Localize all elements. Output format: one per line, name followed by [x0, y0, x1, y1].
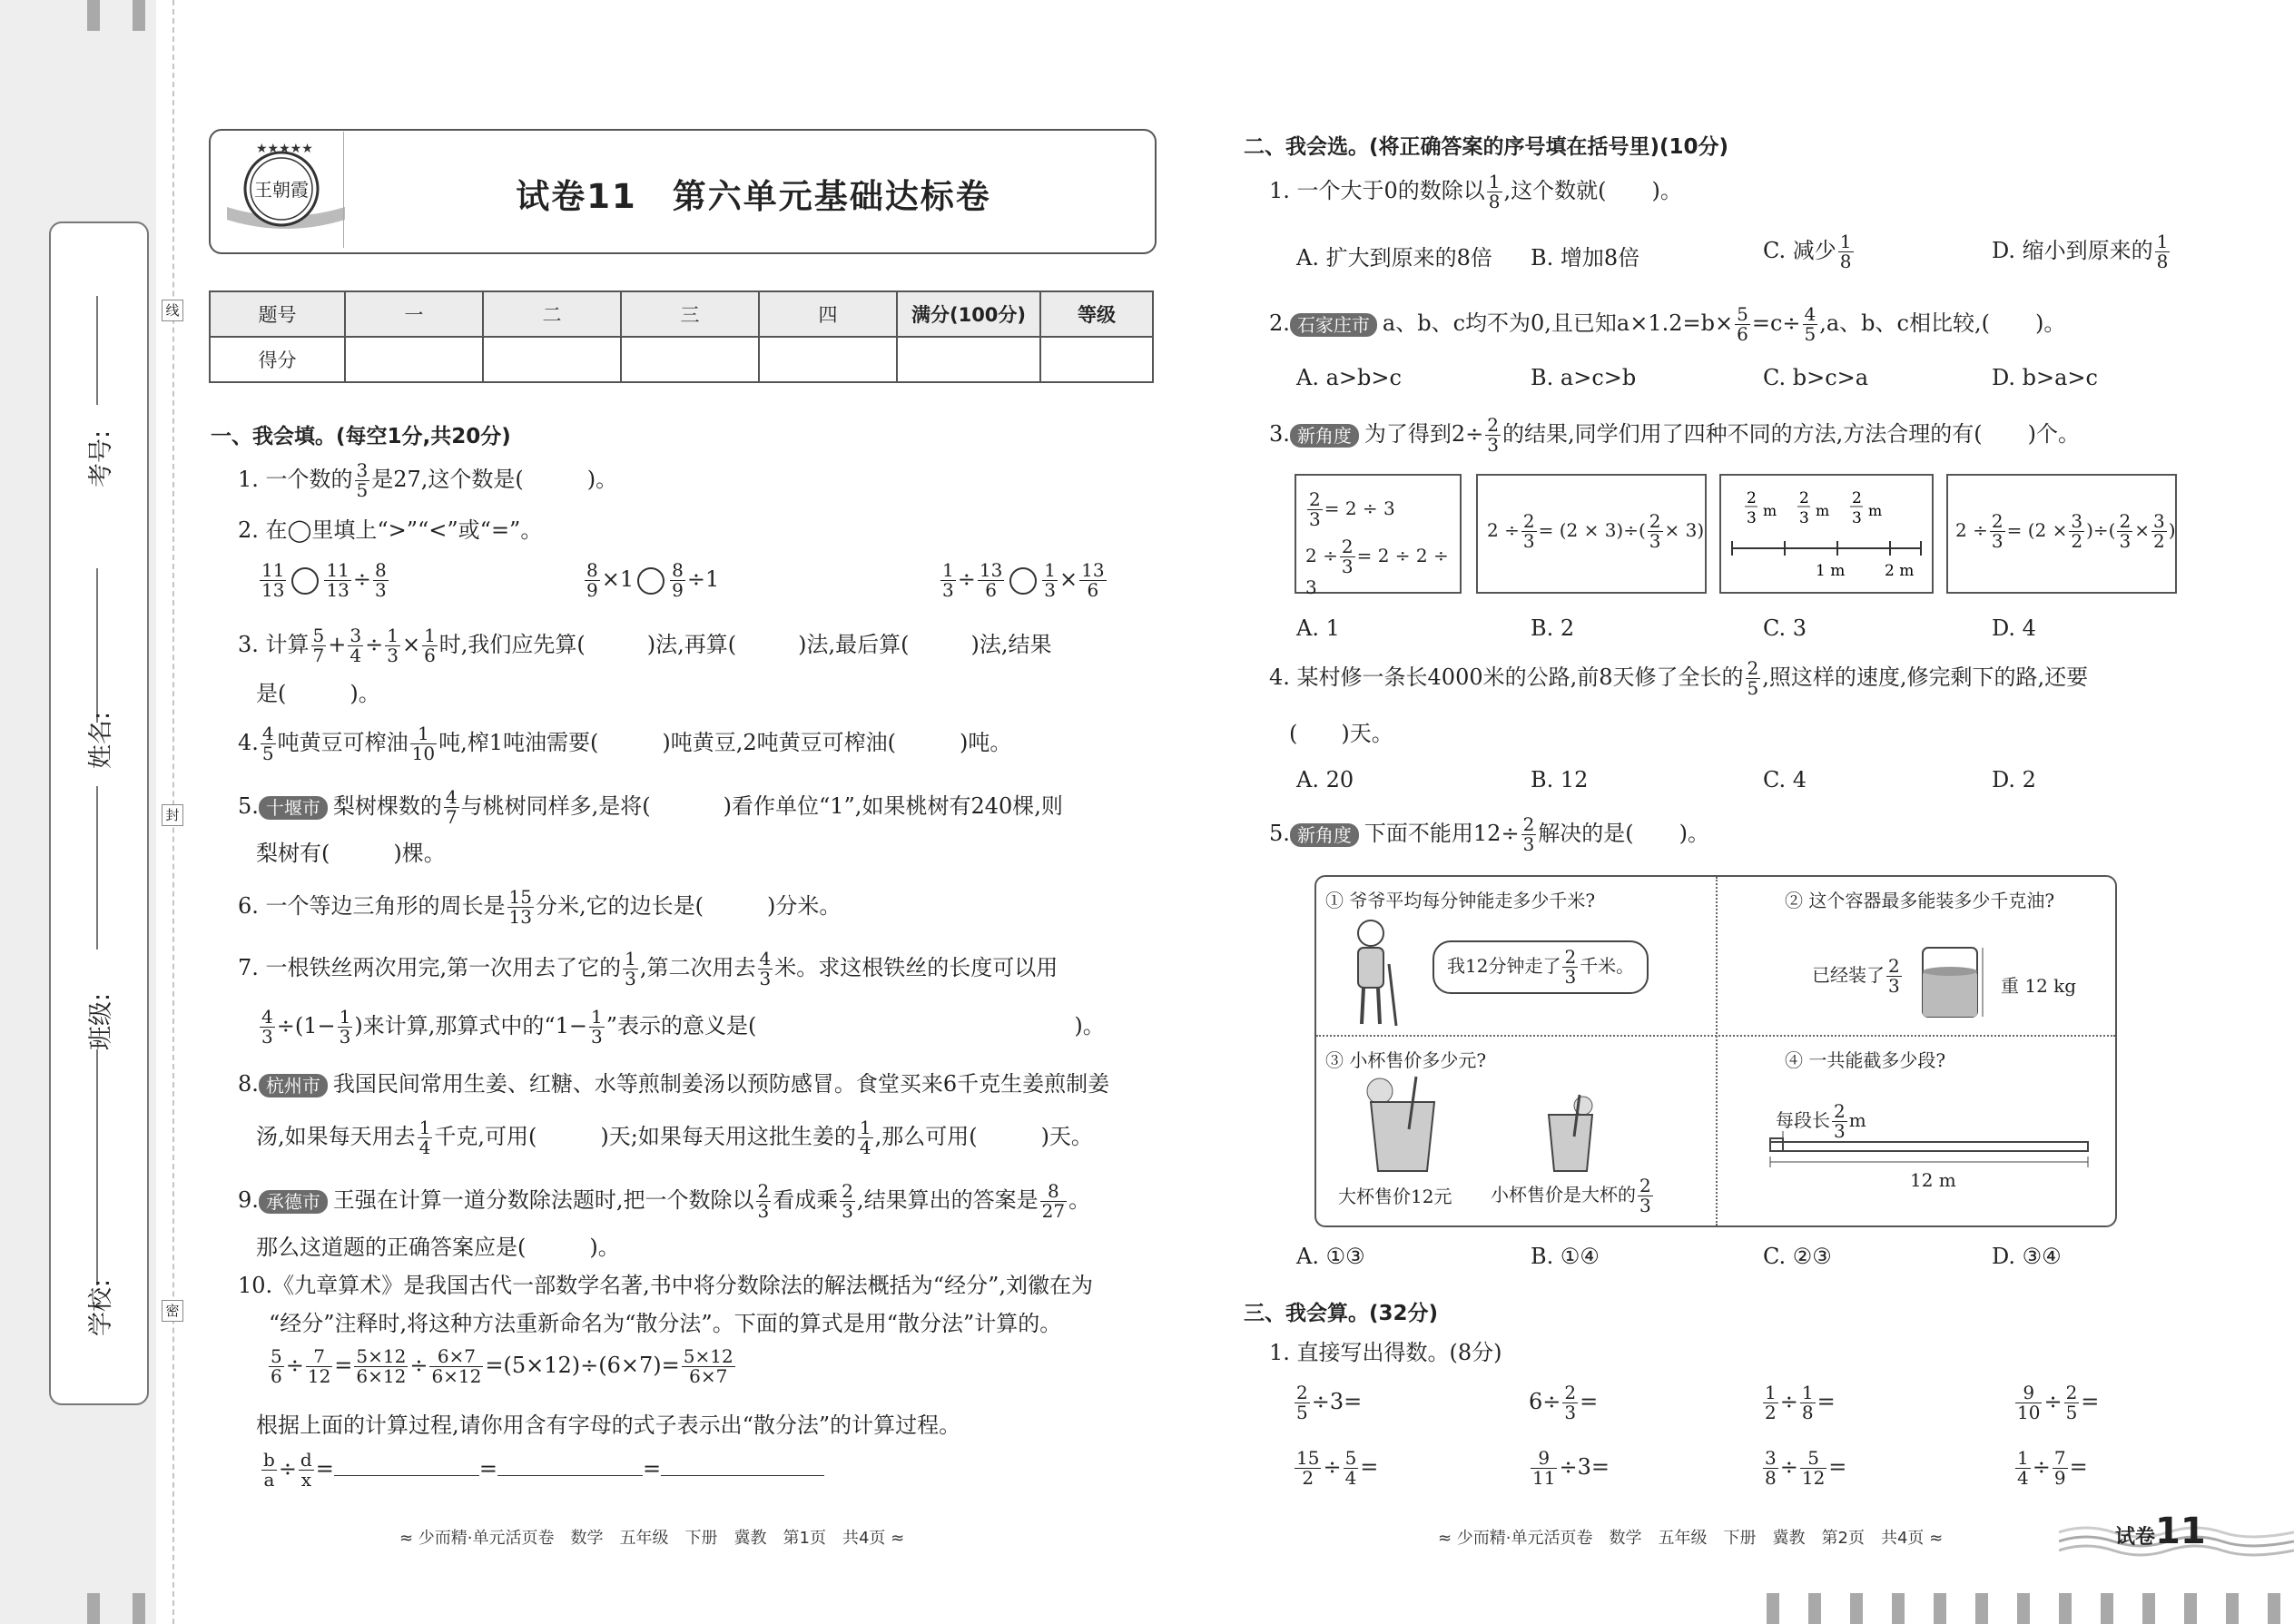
region-tag: 新角度	[1290, 823, 1359, 847]
s1-question-3: 3. 计算 $\frac{5}{7}$ + $\frac{3}{4}$ ÷ $\frac{1}{3}$ × $\frac{1}{6}$ 时,我们应先算( )法,再算( )法,最后算( )法,结果	[238, 625, 1052, 666]
score-header-cell: 三	[621, 291, 759, 337]
s2-q3-option-b[interactable]: B. 2	[1531, 615, 1575, 641]
svg-text:3: 3	[1799, 509, 1809, 527]
s2-q4-option-a[interactable]: A. 20	[1296, 767, 1354, 792]
s2-q2-option-c[interactable]: C. b>c>a	[1763, 365, 1869, 390]
binding-tick	[133, 1593, 145, 1624]
binding-tick	[2142, 1593, 2155, 1624]
s2-q1-option-c[interactable]: C. 减少 $\frac{1}{8}$	[1763, 231, 1852, 272]
s1-q10-expression: $\frac{5}{6}$ ÷ $\frac{7}{12}$ = $\frac{5\times 12}{6\times 12}$ ÷ $\frac{6\times 7}{6\times 12}$ =(5×12)÷(6×7)= $\frac{5\times 12}{6\times 7}$	[271, 1345, 733, 1387]
class-line	[96, 786, 98, 950]
s1-question-1: 1. 一个数的 $\frac{3}{5}$ 是27,这个数是( )。	[238, 459, 618, 501]
s2-q4-option-d[interactable]: D. 2	[1992, 767, 2036, 792]
s2-q5-option-d[interactable]: D. ③④	[1992, 1244, 2062, 1269]
svg-text:2: 2	[1852, 489, 1862, 507]
score-header-row	[210, 291, 1153, 337]
number-line-diagram	[1721, 476, 1932, 592]
binding-tick	[1892, 1593, 1905, 1624]
region-tag: 石家庄市	[1290, 313, 1377, 337]
svg-text:2: 2	[1799, 489, 1809, 507]
school-label: 学校:	[87, 1278, 116, 1337]
s1-q2-expr-1: $\frac{11}{13}$ $\frac{11}{13}$ ÷ $\frac{8}{3}$	[261, 559, 387, 601]
class-label: 班级:	[87, 992, 116, 1051]
s3-subtitle: 1. 直接写出得数。(8分)	[1269, 1340, 1502, 1365]
calc-item[interactable]: $\frac{9}{11}$ ÷3=	[1532, 1447, 1610, 1489]
s1-q2-expr-3: $\frac{1}{3}$ ÷ $\frac{13}{6}$ $\frac{1}{3}$ × $\frac{13}{6}$	[942, 559, 1105, 601]
large-cup-illustration	[1362, 1075, 1443, 1175]
cell-2-title: ② 这个容器最多能装多少千克油?	[1785, 890, 2055, 911]
s2-question-1: 1. 一个大于0的数除以 $\frac{1}{8}$ ,这个数就( )。	[1269, 171, 1682, 212]
answer-blank[interactable]	[497, 1475, 643, 1476]
s1-question-4: 4. $\frac{4}{5}$ 吨黄豆可榨油 $\frac{1}{10}$ 吨,榨1吨油需要( )吨黄豆,2吨黄豆可榨油( )吨。	[238, 723, 1012, 764]
binding-tick	[2184, 1593, 2197, 1624]
s2-q3-method-a: $\frac{2}{3}$ = 2 ÷ 3 2 ÷ $\frac{2}{3}$ = 2 ÷ 2 ÷ 3	[1295, 474, 1462, 594]
region-tag: 杭州市	[259, 1074, 328, 1097]
svg-text:m: m	[1816, 502, 1830, 519]
score-header-cell: 二	[483, 291, 621, 337]
s1-question-8: 8. 杭州市 我国民间常用生姜、红糖、水等煎制姜汤以预防感冒。食堂买来6千克生姜煎制姜	[238, 1071, 1110, 1097]
cell-3-title: ③ 小杯售价多少元?	[1325, 1049, 1487, 1071]
s2-question-2: 2. 石家庄市 a、b、c均不为0,且已知a×1.2=b× $\frac{5}{6}$ =c÷ $\frac{4}{5}$ ,a、b、c相比较,( )。	[1269, 303, 2066, 345]
score-table	[209, 290, 1154, 383]
binding-tick	[2226, 1593, 2239, 1624]
s1-question-10-line2: “经分”注释时,将这种方法重新命名为“散分法”。下面的算式是用“散分法”计算的。	[269, 1311, 1062, 1336]
binding-tick	[87, 0, 100, 31]
score-cell[interactable]	[897, 337, 1040, 382]
calc-item[interactable]: $\frac{2}{5}$ ÷3=	[1296, 1382, 1363, 1423]
small-cup-price: 小杯售价是大杯的 $\frac{2}{3}$	[1491, 1175, 1651, 1216]
s2-q3-option-a[interactable]: A. 1	[1296, 615, 1340, 641]
s2-q5-option-b[interactable]: B. ①④	[1531, 1244, 1600, 1269]
binding-tick	[133, 0, 145, 31]
svg-text:王朝霞: 王朝霞	[254, 179, 309, 201]
publisher-logo	[225, 136, 347, 241]
score-header-cell: 四	[759, 291, 897, 337]
s2-q5-option-a[interactable]: A. ①③	[1296, 1244, 1365, 1269]
score-row-label: 得分	[210, 337, 345, 382]
name-line	[96, 568, 98, 723]
rope-length: 12 m	[1910, 1169, 1956, 1191]
binding-tick	[87, 1593, 100, 1624]
binding-tick	[1808, 1593, 1821, 1624]
s1-question-10: 10.《九章算术》是我国古代一部数学名著,书中将分数除法的解法概括为“经分”,刘徽在为	[238, 1273, 1093, 1298]
s2-q3-option-d[interactable]: D. 4	[1992, 615, 2036, 641]
name-label: 姓名:	[87, 711, 116, 770]
calc-item[interactable]: $\frac{15}{2}$ ÷ $\frac{5}{4}$ =	[1296, 1447, 1379, 1489]
school-line	[96, 1049, 98, 1285]
q5-illustration-grid	[1314, 875, 2117, 1227]
binding-tick	[2059, 1593, 2072, 1624]
score-row	[210, 337, 1153, 382]
s2-question-3: 3. 新角度 为了得到2÷ $\frac{2}{3}$ 的结果,同学们用了四种不同的方法,方法合理的有( )个。	[1269, 414, 2081, 456]
binding-tick	[1934, 1593, 1946, 1624]
s2-q1-option-b[interactable]: B. 增加8倍	[1531, 245, 1640, 271]
score-cell[interactable]	[759, 337, 897, 382]
s2-q2-option-d[interactable]: D. b>a>c	[1992, 365, 2098, 390]
page-title: 试卷11 第六单元基础达标卷	[516, 177, 991, 216]
binding-tick	[2101, 1593, 2113, 1624]
s2-q5-option-c[interactable]: C. ②③	[1763, 1244, 1832, 1269]
cell-2-label: 已经装了 $\frac{2}{3}$	[1812, 955, 1900, 997]
s1-question-9-line2: 那么这道题的正确答案应是( )。	[256, 1235, 620, 1260]
seal-line-mark: 线	[162, 300, 183, 321]
compare-circle[interactable]	[1009, 567, 1037, 595]
region-tag: 新角度	[1290, 424, 1359, 448]
svg-text:2 m: 2 m	[1885, 562, 1915, 580]
page-badge: 试卷11	[2115, 1511, 2206, 1552]
s1-question-10-line4: 根据上面的计算过程,请你用含有字母的式子表示出“散分法”的计算过程。	[256, 1412, 961, 1438]
svg-text:3: 3	[1852, 509, 1862, 527]
svg-text:m: m	[1763, 502, 1777, 519]
svg-text:1 m: 1 m	[1816, 562, 1846, 580]
grid-divider	[1716, 877, 1718, 1225]
footer-left: ≈ 少而精·单元活页卷 数学 五年级 下册 冀教 第1页 共4页 ≈	[399, 1529, 905, 1548]
calc-item[interactable]: 6÷ $\frac{2}{3}$ =	[1529, 1382, 1599, 1423]
s2-q3-method-c	[1719, 474, 1934, 594]
seal-secret-mark: 密	[162, 1300, 183, 1322]
s2-question-4-line2: ( )天。	[1289, 721, 1393, 746]
s1-q2-expr-2: $\frac{8}{9}$ ×1 $\frac{8}{9}$ ÷1	[586, 559, 720, 601]
seal-seal-mark: 封	[162, 804, 183, 826]
s1-question-2: 2. 在◯里填上“>”“<”或“=”。	[238, 517, 543, 543]
footer-right: ≈ 少而精·单元活页卷 数学 五年级 下册 冀教 第2页 共4页 ≈	[1438, 1529, 1944, 1548]
section1-title: 一、我会填。(每空1分,共20分)	[211, 425, 511, 448]
svg-text:★★★★★: ★★★★★	[256, 142, 313, 156]
section3-title: 三、我会算。(32分)	[1244, 1302, 1439, 1325]
s2-q3-method-d: 2 ÷ $\frac{2}{3}$ = (2 × $\frac{3}{2}$ )÷( $\frac{2}{3}$ × $\frac{3}{2}$ )	[1946, 474, 2177, 594]
cell-2-weight: 重 12 kg	[2001, 975, 2077, 997]
s1-question-9: 9. 承德市 王强在计算一道分数除法题时,把一个数除以 $\frac{2}{3}$ 看成乘 $\frac{2}{3}$ ,结果算出的答案是 $\frac{8}{27}$ 。	[238, 1180, 1091, 1222]
s2-q1-option-a[interactable]: A. 扩大到原来的8倍	[1296, 245, 1492, 271]
small-cup-illustration	[1543, 1093, 1598, 1175]
score-header-cell: 题号	[210, 291, 345, 337]
grid-divider	[1316, 1035, 2115, 1037]
binding-tick	[1767, 1593, 1779, 1624]
binding-tick	[1975, 1593, 1988, 1624]
s2-q1-option-d[interactable]: D. 缩小到原来的 $\frac{1}{8}$	[1992, 231, 2169, 272]
grandpa-illustration	[1344, 917, 1407, 1029]
score-cell[interactable]	[621, 337, 759, 382]
answer-blank[interactable]	[661, 1475, 824, 1476]
s2-q2-option-a[interactable]: A. a>b>c	[1296, 365, 1402, 390]
answer-blank[interactable]	[334, 1475, 479, 1476]
score-header-cell: 满分(100分)	[897, 291, 1040, 337]
s2-question-5: 5. 新角度 下面不能用12÷ $\frac{2}{3}$ 解决的是( )。	[1269, 813, 1710, 855]
score-cell[interactable]	[483, 337, 621, 382]
header-separator	[343, 132, 344, 248]
score-header-cell: 一	[345, 291, 483, 337]
svg-text:2: 2	[1747, 489, 1757, 507]
calc-item[interactable]: $\frac{1}{4}$ ÷ $\frac{7}{9}$ =	[2017, 1447, 2088, 1489]
student-info-box	[49, 221, 149, 1405]
s1-question-7-line2: $\frac{4}{3}$ ÷(1− $\frac{1}{3}$ )来计算,那算式中的“1− $\frac{1}{3}$ ”表示的意义是( )。	[261, 1006, 1105, 1048]
calc-item[interactable]: $\frac{3}{8}$ ÷ $\frac{5}{12}$ =	[1765, 1447, 1847, 1489]
s1-question-5-line2: 梨树有( )棵。	[256, 841, 446, 866]
s2-q3-option-c[interactable]: C. 3	[1763, 615, 1807, 641]
s2-question-4: 4. 某村修一条长4000米的公路,前8天修了全长的 $\frac{2}{5}$ ,照这样的速度,修完剩下的路,还要	[1269, 657, 2089, 699]
region-tag: 承德市	[259, 1190, 328, 1214]
id-line	[96, 296, 98, 405]
speech-bubble: 我12分钟走了 $\frac{2}{3}$ 千米。	[1433, 940, 1649, 994]
section2-title: 二、我会选。(将正确答案的序号填在括号里)(10分)	[1244, 135, 1729, 159]
compare-circle[interactable]	[637, 567, 665, 595]
region-tag: 十堰市	[259, 796, 328, 820]
s1-question-5: 5. 十堰市 梨树棵数的 $\frac{4}{7}$ 与桃树同样多,是将( )看作单位“1”,如果桃树有240棵,则	[238, 786, 1063, 828]
s2-q2-option-b[interactable]: B. a>c>b	[1531, 365, 1637, 390]
s2-q3-method-b: 2 ÷ $\frac{2}{3}$ = (2 × 3)÷( $\frac{2}{3}$ × 3)	[1476, 474, 1707, 594]
exam-number-label: 考号:	[87, 429, 116, 488]
binding-tick	[2268, 1593, 2280, 1624]
score-cell[interactable]	[345, 337, 483, 382]
cell-4-title: ④ 一共能截多少段?	[1785, 1049, 1946, 1071]
binding-tick	[2017, 1593, 2030, 1624]
s2-q4-option-b[interactable]: B. 12	[1531, 767, 1589, 792]
score-cell[interactable]	[1040, 337, 1153, 382]
calc-item[interactable]: $\frac{9}{10}$ ÷ $\frac{2}{5}$ =	[2017, 1382, 2100, 1423]
s1-q10-answer: $\frac{b}{a}$ ÷ $\frac{d}{x}$ = = =	[260, 1451, 824, 1490]
cell-1-title: ① 爷爷平均每分钟能走多少千米?	[1325, 890, 1596, 911]
score-header-cell: 等级	[1040, 291, 1153, 337]
svg-text:m: m	[1868, 502, 1883, 519]
large-cup-price: 大杯售价12元	[1338, 1186, 1452, 1207]
compare-circle[interactable]	[291, 567, 319, 595]
s1-question-3-line2: 是( )。	[256, 681, 380, 706]
s1-question-6: 6. 一个等边三角形的周长是 $\frac{15}{13}$ 分米,它的边长是( )分米。	[238, 886, 842, 928]
s1-question-7: 7. 一根铁丝两次用完,第一次用去了它的 $\frac{1}{3}$ ,第二次用去 $\frac{4}{3}$ 米。求这根铁丝的长度可以用	[238, 948, 1058, 989]
binding-tick	[1850, 1593, 1863, 1624]
calc-item[interactable]: $\frac{1}{2}$ ÷ $\frac{1}{8}$ =	[1765, 1382, 1836, 1423]
svg-text:3: 3	[1747, 509, 1757, 527]
cell-4-segment-label: 每段长 $\frac{2}{3}$ m	[1776, 1100, 1866, 1142]
container-illustration	[1915, 940, 1988, 1022]
s2-q4-option-c[interactable]: C. 4	[1763, 767, 1807, 792]
s1-question-8-line2: 汤,如果每天用去 $\frac{1}{4}$ 千克,可用( )天;如果每天用这批生姜的 $\frac{1}{4}$ ,那么可用( )天。	[256, 1117, 1093, 1158]
